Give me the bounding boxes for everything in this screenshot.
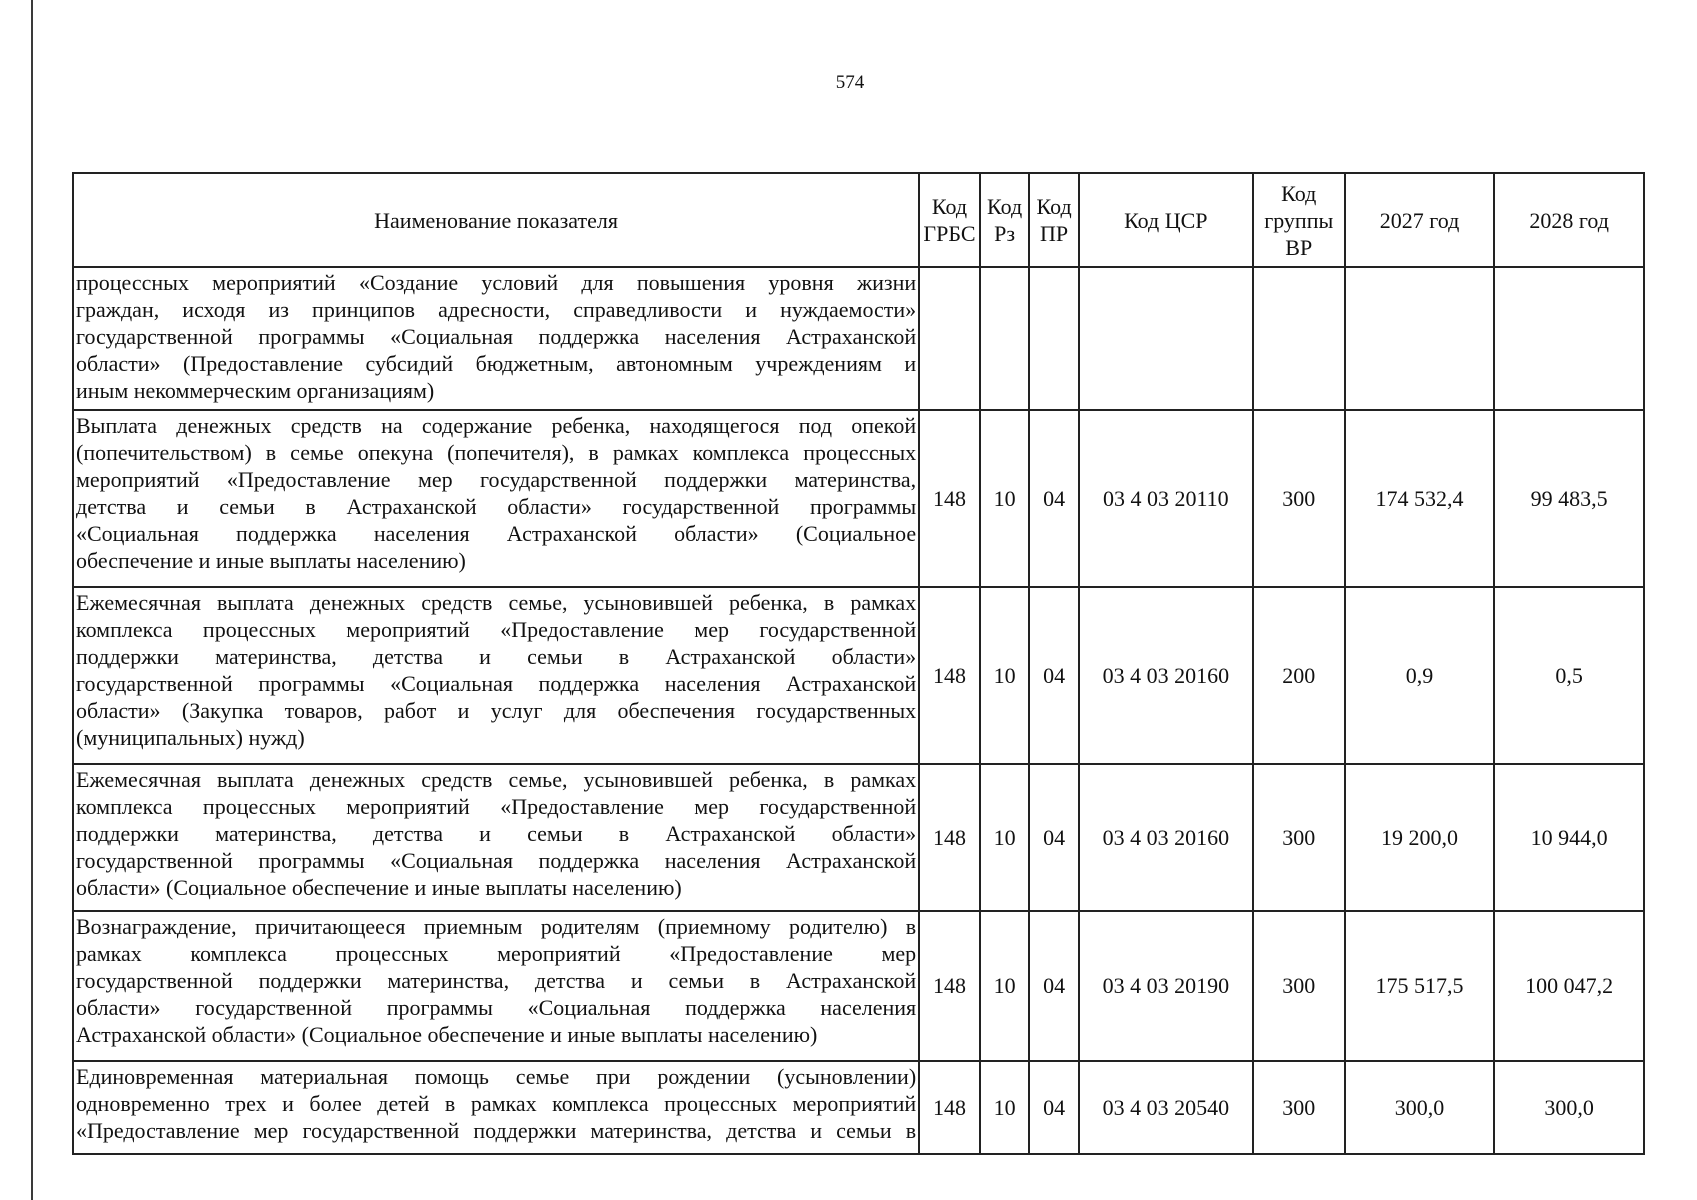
cell-csr: 03 4 03 20190 [1079, 911, 1253, 1061]
binding-edge-line [31, 0, 33, 1200]
cell-2028: 300,0 [1494, 1061, 1644, 1154]
cell-grbs: 148 [919, 410, 980, 587]
row-description: Ежемесячная выплата денежных средств семье, усыновившей ребенка, в рамках комплекса процессных мероприятий «Предоставление мер государственной поддержки материнства, детства и семьи в Астраханской области» государственной программы «Социальная поддержка населения Астраханской области» (Социальное обеспечение и иные выплаты населению) [73, 764, 919, 911]
row-description: Вознаграждение, причитающееся приемным родителям (приемному родителю) в рамках комплекса процессных мероприятий «Предоставление мер государственной поддержки материнства, детства и семьи в Астраханской области» государственной программы «Социальная поддержка населения Астраханской области» (Социальное обеспечение и иные выплаты населению) [73, 911, 919, 1061]
cell-2027: 175 517,5 [1345, 911, 1495, 1061]
cell-pr: 04 [1029, 410, 1079, 587]
cell-rz: 10 [980, 587, 1030, 764]
cell-pr: 04 [1029, 911, 1079, 1061]
row-description: процессных мероприятий «Создание условий для повышения уровня жизни граждан, исходя из принципов адресности, справедливости и нуждаемости» государственной программы «Социальная поддержка населения Астраханской области» (Предоставление субсидий бюджетным, автономным учреждениям и иным некоммерческим организациям) [73, 267, 919, 410]
cell-rz: 10 [980, 764, 1030, 911]
cell-2027: 174 532,4 [1345, 410, 1495, 587]
header-name: Наименование показателя [73, 173, 919, 267]
cell-2027 [1345, 267, 1495, 410]
cell-vr: 300 [1253, 410, 1345, 587]
header-vr: Код группы ВР [1253, 173, 1345, 267]
cell-vr [1253, 267, 1345, 410]
cell-csr: 03 4 03 20160 [1079, 764, 1253, 911]
cell-rz: 10 [980, 410, 1030, 587]
cell-vr: 300 [1253, 1061, 1345, 1154]
cell-2028: 99 483,5 [1494, 410, 1644, 587]
table-row [73, 911, 1644, 1061]
cell-vr: 300 [1253, 911, 1345, 1061]
row-description: Ежемесячная выплата денежных средств семье, усыновившей ребенка, в рамках комплекса процессных мероприятий «Предоставление мер государственной поддержки материнства, детства и семьи в Астраханской области» государственной программы «Социальная поддержка населения Астраханской области» (Закупка товаров, работ и услуг для обеспечения государственных (муниципальных) нужд) [73, 587, 919, 764]
table-row [73, 267, 1644, 410]
cell-vr: 200 [1253, 587, 1345, 764]
cell-grbs: 148 [919, 911, 980, 1061]
header-csr: Код ЦСР [1079, 173, 1253, 267]
cell-2028: 0,5 [1494, 587, 1644, 764]
cell-2027: 300,0 [1345, 1061, 1495, 1154]
cell-vr: 300 [1253, 764, 1345, 911]
header-2028: 2028 год [1494, 173, 1644, 267]
table-row [73, 587, 1644, 764]
cell-grbs: 148 [919, 764, 980, 911]
budget-table [72, 172, 1645, 1155]
cell-grbs [919, 267, 980, 410]
cell-csr: 03 4 03 20540 [1079, 1061, 1253, 1154]
cell-pr [1029, 267, 1079, 410]
cell-pr: 04 [1029, 1061, 1079, 1154]
header-grbs: Код ГРБС [919, 173, 980, 267]
cell-rz [980, 267, 1030, 410]
header-rz: Код Рз [980, 173, 1030, 267]
header-2027: 2027 год [1345, 173, 1495, 267]
cell-2027: 0,9 [1345, 587, 1495, 764]
cell-grbs: 148 [919, 1061, 980, 1154]
cell-rz: 10 [980, 911, 1030, 1061]
page-number: 574 [835, 72, 865, 93]
cell-2027: 19 200,0 [1345, 764, 1495, 911]
cell-csr [1079, 267, 1253, 410]
table-header-row [73, 173, 1644, 267]
table-row [73, 410, 1644, 587]
cell-rz: 10 [980, 1061, 1030, 1154]
cell-2028 [1494, 267, 1644, 410]
row-description: Выплата денежных средств на содержание ребенка, находящегося под опекой (попечительством) в семье опекуна (попечителя), в рамках комплекса процессных мероприятий «Предоставление мер государственной поддержки материнства, детства и семьи в Астраханской области» государственной программы «Социальная поддержка населения Астраханской области» (Социальное обеспечение и иные выплаты населению) [73, 410, 919, 587]
table-row [73, 1061, 1644, 1154]
cell-grbs: 148 [919, 587, 980, 764]
header-pr: Код ПР [1029, 173, 1079, 267]
table-row [73, 764, 1644, 911]
cell-csr: 03 4 03 20160 [1079, 587, 1253, 764]
cell-pr: 04 [1029, 764, 1079, 911]
row-description: Единовременная материальная помощь семье при рождении (усыновлении) одновременно трех и более детей в рамках комплекса процессных мероприятий «Предоставление мер государственной поддержки материнства, детства и семьи в [73, 1061, 919, 1154]
cell-2028: 100 047,2 [1494, 911, 1644, 1061]
cell-pr: 04 [1029, 587, 1079, 764]
cell-2028: 10 944,0 [1494, 764, 1644, 911]
cell-csr: 03 4 03 20110 [1079, 410, 1253, 587]
